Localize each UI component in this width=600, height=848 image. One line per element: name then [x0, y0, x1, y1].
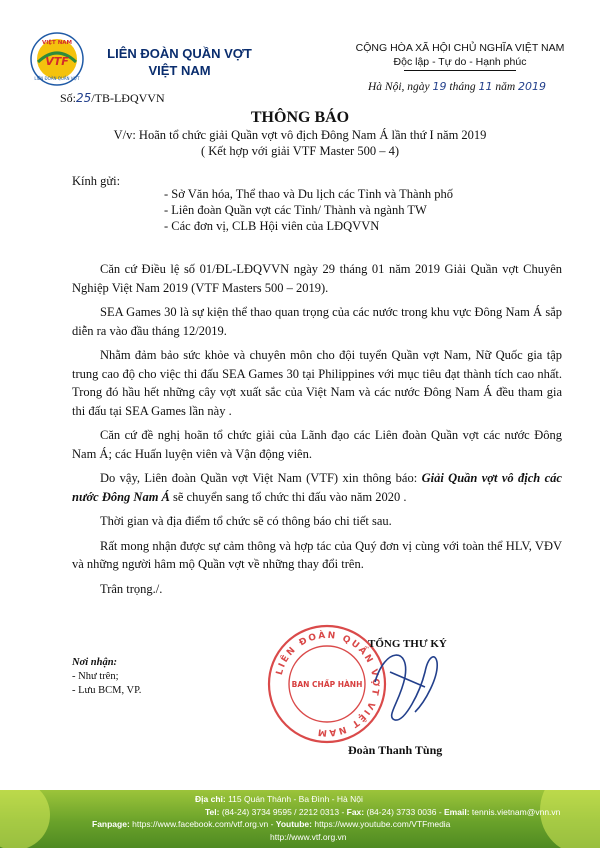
- recipient-item: - Liên đoàn Quần vợt các Tỉnh/ Thành và ngành TW: [164, 203, 427, 217]
- date-day: 19: [432, 80, 447, 93]
- paragraph: Căn cứ đề nghị hoãn tổ chức giải của Lãnh đạo các Liên đoàn Quần vợt các nước Đông Nam Á; các Huấn luyện viên và Vận động viên.: [72, 428, 562, 461]
- handwritten-signature: [365, 642, 445, 724]
- national-header: [340, 41, 580, 71]
- recipient-item: - Các đơn vị, CLB Hội viên của LĐQVVN: [164, 219, 380, 233]
- website-link[interactable]: http://www.vtf.org.vn: [270, 831, 347, 842]
- paragraph: Căn cứ Điều lệ số 01/ĐL-LĐQVVN ngày 29 tháng 01 năm 2019 Giải Quần vợt Chuyên Nghiệp Việt Nam 2019 (VTF Masters 500 – 2019).: [72, 262, 562, 295]
- recipients-footer: Nơi nhận: - Như trên; - Lưu BCM, VP.: [72, 657, 142, 696]
- paragraph: Rất mong nhận được sự cảm thông và hợp tác của Quý đơn vị cùng với toàn thể HLV, VĐV và những người hâm mộ Quần vợt về những thay đổi trên.: [72, 538, 562, 571]
- tournament-name: Giải Quần vợt vô địch các nước Đông Nam Á: [72, 471, 562, 504]
- motto: Độc lập - Tự do - Hạnh phúc: [393, 56, 527, 68]
- stamp-center-text: BAN CHẤP HÀNH: [291, 680, 363, 689]
- greeting: Kính gửi:: [72, 174, 121, 188]
- youtube-link[interactable]: https://www.youtube.com/VTFmedia: [314, 819, 451, 829]
- org-name: [92, 45, 267, 79]
- contact-info: Địa chỉ: 115 Quán Thánh - Ba Đình - Hà Nội Tel: (84-24) 3734 9595 / 2212 0313 - Fax: (84-24) 3733 0036 - Email: tennis.vietnam@vnn.vn Fanpage: https://www.facebook.com/vtf.org.vn - Youtube: https://www.youtube.com/VTFmedia http://www.vtf.org.vn: [92, 794, 561, 842]
- recipient-list: [164, 186, 453, 234]
- signer-title: TỔNG THƯ KÝ: [368, 638, 447, 650]
- signer-name: Đoàn Thanh Tùng: [348, 743, 443, 757]
- stamp-ring-text: LIÊN ĐOÀN QUẦN VỢT VIỆT NAM: [274, 630, 381, 738]
- logo-text-bottom: LIÊN ĐOÀN QUẦN VỢT: [34, 76, 80, 81]
- document-number: Số:25/TB-LĐQVVN: [60, 91, 165, 105]
- document-subject: V/v: Hoãn tổ chức giải Quần vợt vô địch Đông Nam Á lần thứ I năm 2019 ( Kết hợp với giải VTF Master 500 – 4): [113, 128, 487, 158]
- paragraph: Do vậy, Liên đoàn Quần vợt Việt Nam (VTF) xin thông báo: Giải Quần vợt vô địch các nước Đông Nam Á sẽ chuyển sang tổ chức thi đấu vào năm 2020 .: [72, 471, 562, 504]
- closing: Trân trọng./.: [100, 581, 163, 596]
- document-body: [72, 260, 562, 604]
- doc-number-handwritten: 25: [76, 91, 92, 105]
- vtf-logo: [30, 32, 84, 86]
- tennis-ball-decoration: [0, 790, 50, 848]
- logo-text-center: VTF: [45, 55, 69, 68]
- date-month: 11: [478, 80, 493, 93]
- motto-underline: [404, 70, 516, 71]
- fanpage-link[interactable]: https://www.facebook.com/vtf.org.vn: [132, 819, 269, 829]
- date-year: 2019: [518, 80, 547, 93]
- org-name-line2: VIỆT NAM: [148, 63, 211, 78]
- paragraph: Nhằm đảm bảo sức khỏe và chuyên môn cho đội tuyển Quần vợt Nam, Nữ Quốc gia tập trung cao độ cho việc thi đấu SEA Games 30 tại Philippines với mục tiêu đạt thành tích cao nhất. Trong đó hầu hết những cây vợt xuất sắc của Việt Nam và các nước Đông Nam Á đều tham gia thi đấu tại SEA Games lần này .: [72, 348, 562, 418]
- republic-name: CỘNG HÒA XÃ HỘI CHỦ NGHĨA VIỆT NAM: [355, 42, 565, 54]
- logo-text-top: VIỆT NAM: [41, 40, 73, 46]
- org-name-line1: LIÊN ĐOÀN QUẦN VỢT: [107, 46, 252, 61]
- recipient-item: - Sở Văn hóa, Thể thao và Du lịch các Tỉnh và Thành phố: [164, 187, 453, 201]
- issue-date: Hà Nội, ngày 19 tháng 11 năm 2019: [368, 80, 547, 93]
- document-title: THÔNG BÁO: [250, 109, 350, 126]
- paragraph: Thời gian và địa điểm tổ chức sẽ có thông báo chi tiết sau.: [100, 514, 392, 528]
- paragraph: SEA Games 30 là sự kiện thể thao quan trọng của các nước trong khu vực Đông Nam Á sắp diễn ra vào đầu tháng 12/2019.: [72, 305, 562, 338]
